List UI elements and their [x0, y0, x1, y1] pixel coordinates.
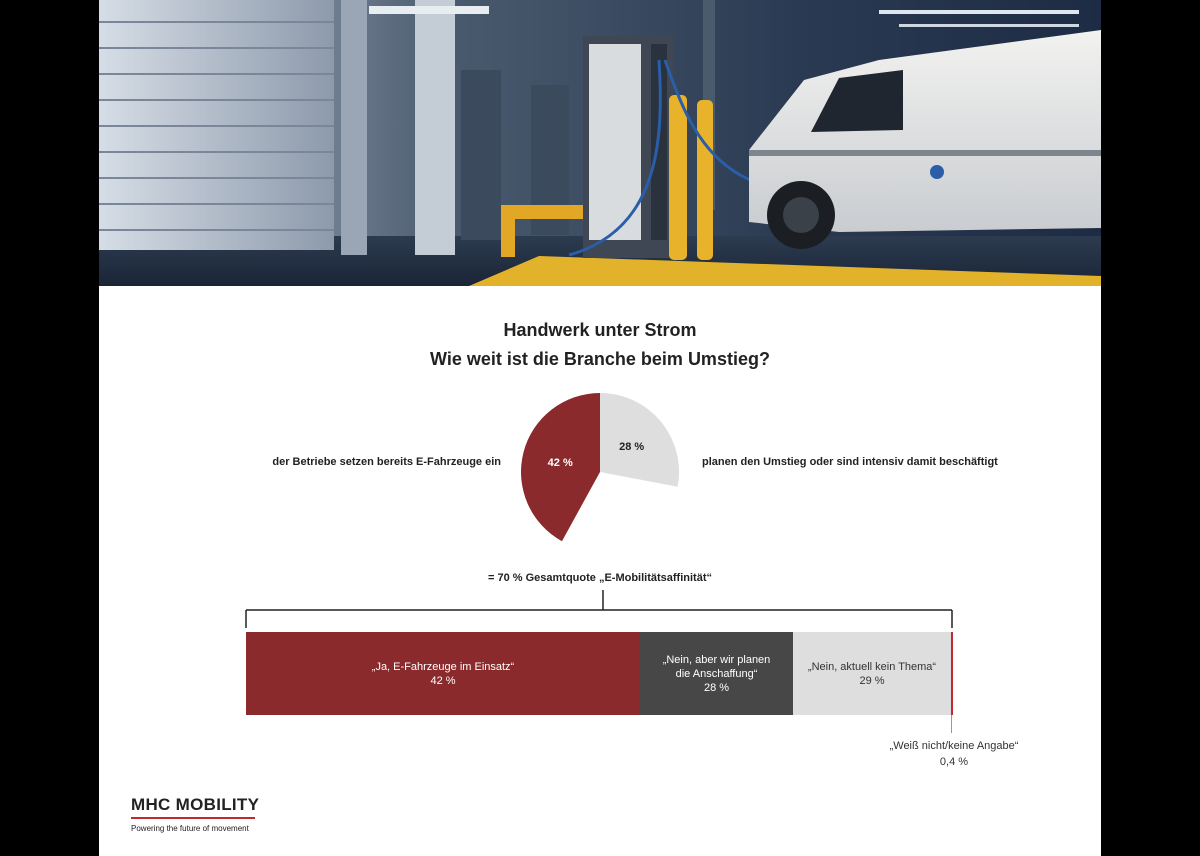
bar-segment-ja-value: 42 %: [430, 674, 456, 687]
logo-underline: [131, 817, 255, 819]
bar-segment-ja: [246, 632, 640, 715]
logo-wordmark: MHC MOBILITY: [131, 795, 260, 814]
logo-tagline: Powering the future of movement: [131, 824, 249, 833]
weiss-nicht-annotation: [869, 738, 1039, 770]
bar-segment-planen-value: 28 %: [703, 681, 730, 694]
weiss-nicht-label: „Weiß nicht/keine Angabe“: [889, 740, 1019, 752]
bar-segment-ja-label: „Ja, E-Fahrzeuge im Einsatz“: [371, 660, 515, 673]
weiss-nicht-value: 0,4 %: [939, 756, 969, 768]
infographic-page: [99, 0, 1101, 856]
bar-segment-weiss-nicht: [951, 632, 953, 715]
weiss-nicht-tick: [951, 715, 952, 733]
bar-segment-planen-label-2: die Anschaffung“: [675, 667, 758, 680]
bar-segment-kein-thema-value: 29 %: [859, 674, 885, 687]
bar-segment-kein-thema: [793, 632, 951, 715]
logo: [131, 795, 259, 833]
title-line-1: Handwerk unter Strom: [503, 320, 697, 340]
bar-segment-planen-label-1: „Nein, aber wir planen: [662, 653, 771, 666]
title-line-2: Wie weit ist die Branche beim Umstieg?: [430, 349, 770, 369]
pie-label-right: planen den Umstieg oder sind intensiv damit beschäftigt: [702, 456, 998, 468]
total-quote-label: = 70 % Gesamtquote „E-Mobilitätsaffinität“: [487, 572, 712, 584]
bar-segment-kein-thema-label: „Nein, aktuell kein Thema“: [807, 660, 937, 673]
pie-slice-ja-label: 42 %: [547, 456, 573, 469]
stacked-bar: [246, 632, 953, 715]
pie-chart: [517, 392, 687, 552]
pie-label-left: der Betriebe setzen bereits E-Fahrzeuge ein: [272, 456, 501, 468]
pie-slice-planen-label: 28 %: [619, 440, 645, 453]
hero-image: [99, 0, 1101, 286]
bar-segment-planen: [640, 632, 793, 715]
bracket-connector: [245, 590, 953, 630]
